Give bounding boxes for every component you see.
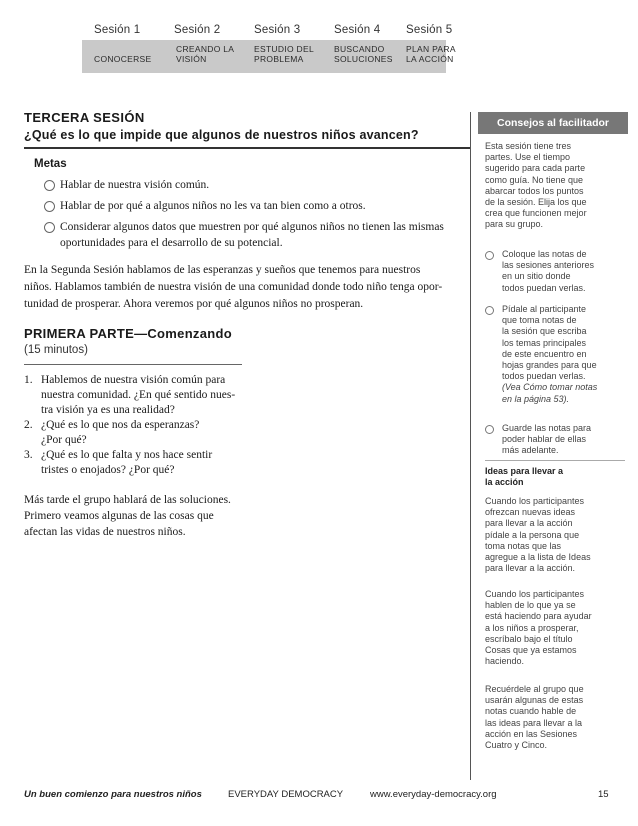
goals-heading: Metas [34,158,67,170]
footer-title: Un buen comienzo para nuestros niños [24,789,202,800]
session-title: TERCERA SESIÓN [24,110,145,125]
tab-session-4-label: BUSCANDO SOLUCIONES [334,44,393,64]
question-item: 1. Hablemos de nuestra visión común para nuestra comunidad. ¿En qué sentido nues- tra visión ya es una realidad? [24,374,236,416]
ideas-heading: Ideas para llevar a la acción [485,466,564,488]
sidebar-title: Consejos al facilitador [478,112,628,134]
footer-organization: EVERYDAY DEMOCRACY [228,789,344,800]
session-question: ¿Qué es lo que impide que algunos de nuestros niños avancen? [24,128,419,142]
bullet-circle-icon [485,251,494,260]
ideas-paragraph: Cuando los participantes ofrezcan nuevas ideas para llevar a la acción pídale a la persona que toma notas que las agregue a la lista de Ideas para llevar a la acción. [485,496,591,574]
bullet-circle-icon [485,425,494,434]
sidebar-tip: Guarde las notas para poder hablar de ellas más adelante. [485,423,625,457]
tab-session-2-number: Sesión 2 [174,24,221,36]
sidebar-divider [470,112,471,780]
sidebar-separator [485,460,625,461]
bullet-circle-icon [44,180,55,191]
closing-paragraph: Más tarde el grupo hablará de las soluciones. Primero veamos algunas de las cosas que afectan las vidas de nuestros niños. [24,494,231,538]
page-number: 15 [598,789,609,800]
tab-session-3-label: ESTUDIO DEL PROBLEMA [254,44,314,64]
goal-item: Considerar algunos datos que muestren por qué algunos niños no tienen las mismas oportunidades para el desarrollo de su potencial. [44,220,444,251]
bullet-circle-icon [44,222,55,233]
tab-session-5-label: PLAN PARA LA ACCIÓN [406,44,456,64]
question-item: 2. ¿Qué es lo que nos da esperanzas? ¿Por qué? [24,419,200,446]
ideas-paragraph: Cuando los participantes hablen de lo que ya se está haciendo para ayudar a los niños a prosperar, escríbalo bajo el título Cosas que ya estamos haciendo. [485,589,592,667]
ideas-paragraph: Recuérdele al grupo que usarán algunas de estas notas cuando hable de las ideas para llevar a la acción en las Sesiones Cuatro y Cinco. [485,684,584,751]
tab-session-2-label: CREANDO LA VISIÓN [176,44,235,64]
tab-session-3-number: Sesión 3 [254,24,301,36]
tab-session-1-number: Sesión 1 [94,24,141,36]
footer-url[interactable]: www.everyday-democracy.org [370,789,497,800]
bullet-circle-icon [44,201,55,212]
part-heading: PRIMERA PARTE—Comenzando [24,326,232,341]
part-duration: (15 minutos) [24,344,88,356]
tab-session-4-number: Sesión 4 [334,24,381,36]
sidebar-tip: Coloque las notas de las sesiones anteriores en un sitio donde todos puedan verlas. [485,249,625,294]
sidebar-intro: Esta sesión tiene tres partes. Use el tiempo sugerido para cada parte como guía. No tiene que abarcar todos los puntos de la sesión. Elija los que crea que funcionen mejor para su grupo. [485,141,587,230]
bullet-circle-icon [485,306,494,315]
goal-item: Hablar de nuestra visión común. [44,178,444,194]
goal-item: Hablar de por qué a algunos niños no les va tan bien como a otros. [44,199,444,215]
tab-session-5-number: Sesión 5 [406,24,453,36]
title-rule [24,147,470,149]
part-rule [24,364,242,365]
sidebar-tip: Pídale al participante que toma notas de la sesión que escriba los temas principales de este encuentro en hojas grandes para que todos puedan verlas. (Vea Cómo tomar notas en la página 53). [485,304,625,405]
intro-paragraph: En la Segunda Sesión hablamos de las esperanzas y sueños que tenemos para nuestros niños. Hablamos también de nuestra visión de una comunidad donde todo niño tenga opor- tunidad de prosperar. Ahora veremos por qué algunos niños no prosperan. [24,264,443,310]
tab-session-1-label: CONOCERSE [94,54,152,64]
question-item: 3. ¿Qué es lo que falta y nos hace sentir tristes o enojados? ¿Por qué? [24,449,213,476]
